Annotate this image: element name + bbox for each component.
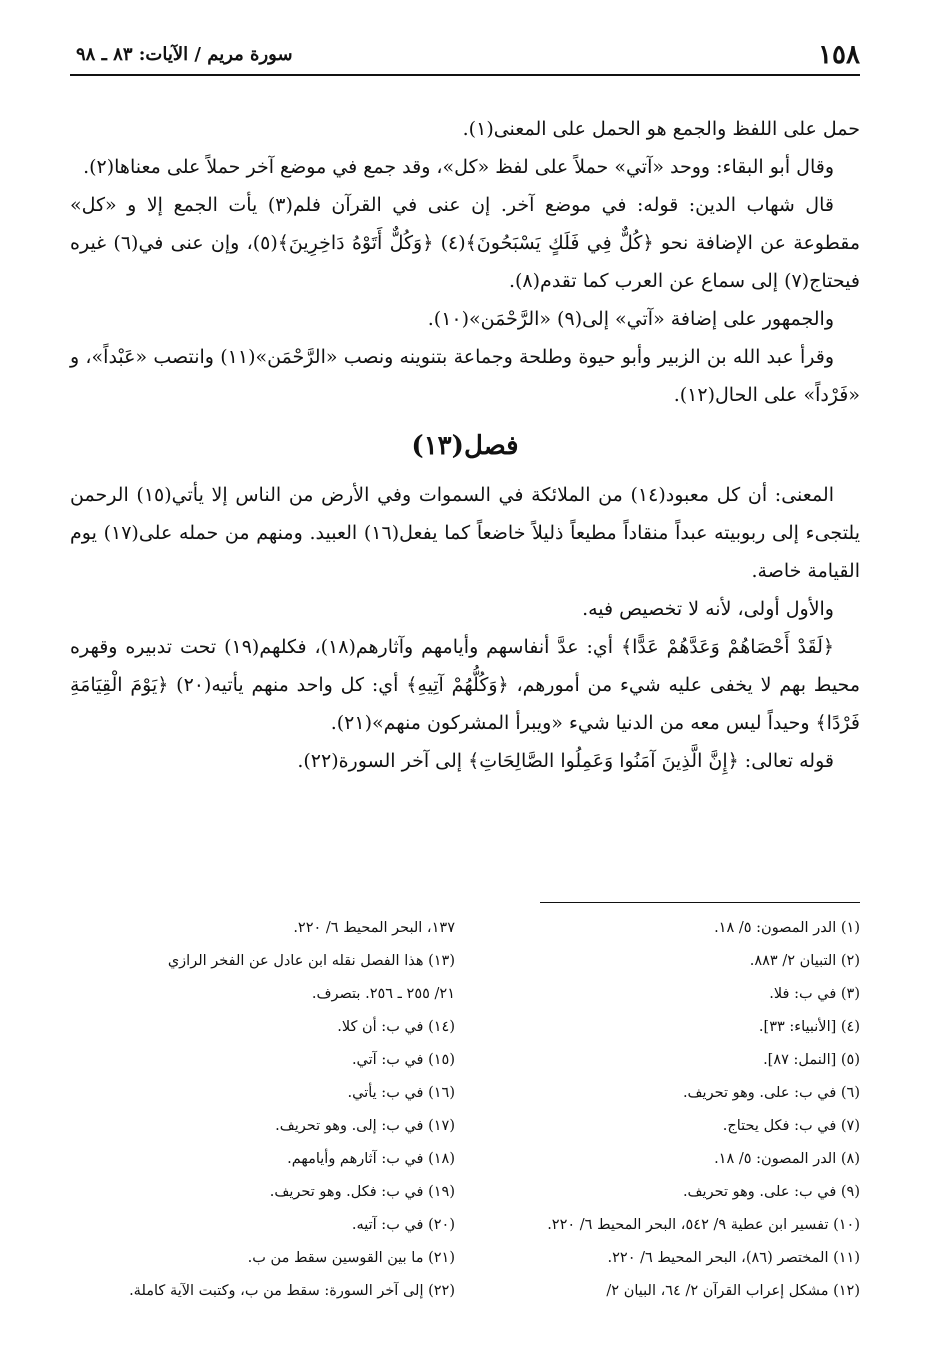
footnote: (١٣) هذا الفصل نقله ابن عادل عن الفخر الرازي bbox=[167, 953, 455, 969]
paragraph: حمل على اللفظ والجمع هو الحمل على المعنى(١). bbox=[462, 118, 860, 140]
footnote: (١) الدر المصون: ٥/ ١٨. bbox=[714, 920, 860, 936]
footnote: (٥) [النمل: ٨٧]. bbox=[763, 1052, 860, 1068]
page-number: ١٥٨ bbox=[818, 40, 860, 70]
footnote: ١٣٧، البحر المحيط ٦/ ٢٢٠. bbox=[293, 920, 455, 936]
footnote: (٢) التبيان ٢/ ٨٨٣. bbox=[749, 953, 860, 969]
page bbox=[70, 30, 860, 1340]
paragraph: والأول أولى، لأنه لا تخصيص فيه. bbox=[582, 598, 834, 620]
footnotes-left-column bbox=[70, 912, 455, 1308]
footnote: (٢٠) في ب: آتيه. bbox=[351, 1217, 455, 1233]
footnotes-right-column bbox=[475, 912, 860, 1308]
paragraph: المعنى: أن كل معبود(١٤) من الملائكة في السموات وفي الأرض من الناس إلا يأتي(١٥) الرحمن يلتجىء إلى ربوبيته عبداً منقاداً مطيعاً ذليلاً خاضعاً كما يفعل(١٦) العبيد. ومنهم من حمله على(١٧) يوم القيامة خاصة. bbox=[70, 484, 860, 582]
running-title: سورة مريم / الآيات: ٨٣ ـ ٩٨ bbox=[70, 44, 293, 65]
footnote: (٢٢) إلى آخر السورة: سقط من ب، وكتبت الآية كاملة. bbox=[129, 1283, 455, 1299]
footnote-divider bbox=[540, 902, 860, 903]
footnotes bbox=[70, 912, 860, 1332]
paragraph: قال شهاب الدين: قوله: في موضع آخر. إن عنى في القرآن فلم(٣) يأت الجمع إلا و «كل» مقطوعة عن الإضافة نحو ﴿كُلٌّ فِي فَلَكٍ يَسْبَحُونَ﴾(٤) ﴿وَكُلٌّ أَتَوْهُ دَاخِرِينَ﴾(٥)، وإن عنى في(٦) غيره فيحتاج(٧) إلى سماع عن العرب كما تقدم(٨). bbox=[70, 194, 860, 292]
footnote: (١٩) في ب: فكل. وهو تحريف. bbox=[269, 1184, 455, 1200]
footnote: (١٢) مشكل إعراب القرآن ٢/ ٦٤، البيان ٢/ bbox=[606, 1283, 860, 1299]
footnote: (١٥) في ب: آتي. bbox=[351, 1052, 455, 1068]
footnote: (١٦) في ب: يأتي. bbox=[347, 1085, 455, 1101]
footnote: (١٨) في ب: آثارهم وأيامهم. bbox=[287, 1151, 455, 1167]
footnote: (٧) في ب: فكل يحتاج. bbox=[722, 1118, 860, 1134]
footnote: (٤) [الأنبياء: ٣٣]. bbox=[758, 1019, 860, 1035]
main-text bbox=[70, 110, 860, 780]
paragraph: وقال أبو البقاء: ووحد «آتي» حملاً على لفظ «كل»، وقد جمع في موضع آخر حملاً على معناها(٢). bbox=[83, 156, 834, 178]
paragraph: ﴿لَقَدْ أَحْصَاهُمْ وَعَدَّهُمْ عَدًّا﴾ أي: عدَّ أنفاسهم وأيامهم وآثارهم(١٨)، فكلهم(١٩) تحت تدبيره وقهره محيط بهم لا يخفى عليه شيء من أمورهم، ﴿وَكُلُّهُمْ آتِيهِ﴾ أي: كل واحد منهم يأتيه(٢٠) ﴿يَوْمَ الْقِيَامَةِ فَرْدًا﴾ وحيداً ليس معه من الدنيا شيء «ويبرأ المشركون منهم»(٢١). bbox=[70, 636, 860, 734]
footnote: (٦) في ب: على. وهو تحريف. bbox=[682, 1085, 860, 1101]
footnote: (١٤) في ب: أن كلا. bbox=[337, 1019, 455, 1035]
paragraph: قوله تعالى: ﴿إِنَّ الَّذِينَ آمَنُوا وَعَمِلُوا الصَّالِحَاتِ﴾ إلى آخر السورة(٢٢). bbox=[297, 750, 834, 772]
footnote: (١٧) في ب: إلى. وهو تحريف. bbox=[275, 1118, 455, 1134]
page-header bbox=[70, 38, 860, 76]
paragraph: وقرأ عبد الله بن الزبير وأبو حيوة وطلحة وجماعة بتنوينه ونصب «الرَّحْمَن»(١١) وانتصب «عَبْداً»، و «فَرْداً» على الحال(١٢). bbox=[70, 346, 860, 406]
footnote: (٩) في ب: على. وهو تحريف. bbox=[682, 1184, 860, 1200]
section-title: فصل(١٣) bbox=[411, 431, 519, 461]
footnote: (١٠) تفسير ابن عطية ٩/ ٥٤٢، البحر المحيط ٦/ ٢٢٠. bbox=[547, 1217, 860, 1233]
footnote: (٨) الدر المصون: ٥/ ١٨. bbox=[714, 1151, 860, 1167]
footnote: (٣) في ب: فلا. bbox=[769, 986, 860, 1002]
footnote: ٢١/ ٢٥٥ ـ ٢٥٦. بتصرف. bbox=[311, 986, 455, 1002]
paragraph: والجمهور على إضافة «آتي» إلى(٩) «الرَّحْمَن»(١٠). bbox=[427, 308, 834, 330]
footnote: (١١) المختصر (٨٦)، البحر المحيط ٦/ ٢٢٠. bbox=[607, 1250, 860, 1266]
footnote: (٢١) ما بين القوسين سقط من ب. bbox=[247, 1250, 455, 1266]
